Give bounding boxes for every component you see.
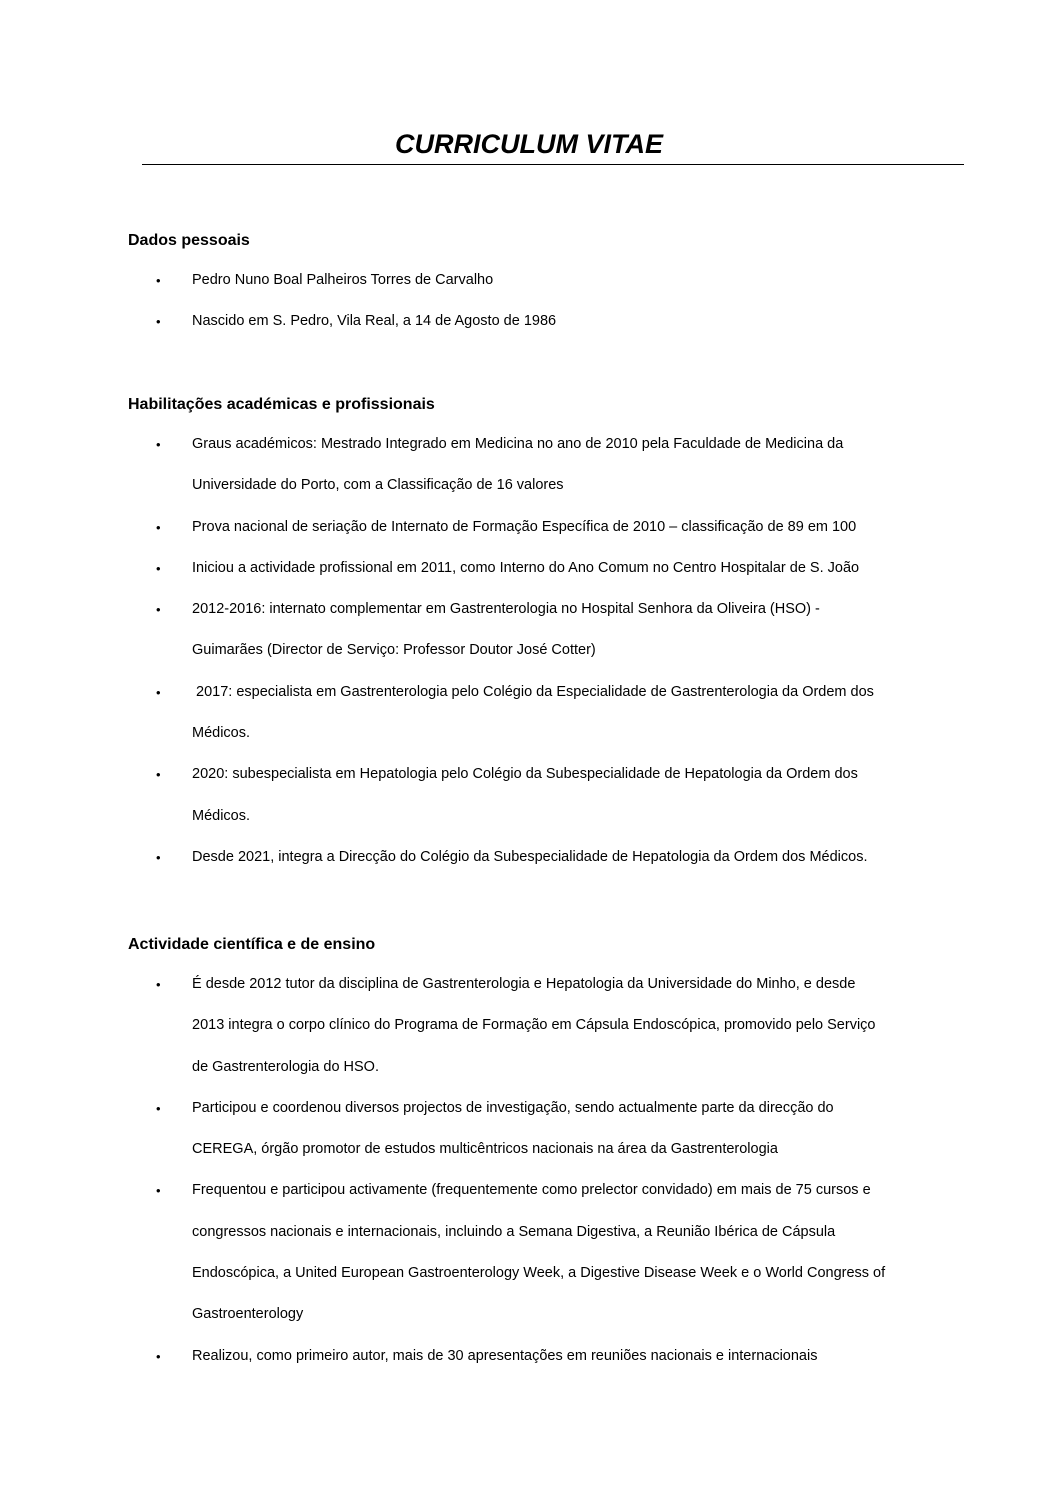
list-item <box>0 1088 1058 1171</box>
section-heading-habilitacoes: Habilitações académicas e profissionais <box>128 396 435 413</box>
bullet-icon: • <box>156 273 161 288</box>
list-item <box>0 301 1058 342</box>
bullet-icon: • <box>156 977 161 992</box>
list-item-text: Prova nacional de seriação de Internato de Formação Específica de 2010 – classificação de 89 em 100 <box>192 518 857 535</box>
section-heading-actividade-cientifica: Actividade científica e de ensino <box>128 936 376 953</box>
bullet-icon: • <box>156 602 161 618</box>
bullet-icon: • <box>156 1348 161 1364</box>
bullet-icon: • <box>156 560 161 576</box>
bullet-icon: • <box>156 314 161 330</box>
list-item-text: Desde 2021, integra a Direcção do Colégio da Subespecialidade de Hepatologia da Ordem dos Médicos. <box>192 848 868 865</box>
list-item <box>0 507 1058 548</box>
document-title: CURRICULUM VITAE <box>395 129 663 159</box>
list-item <box>0 1336 1058 1377</box>
section-heading-dados-pessoais: Dados pessoais <box>128 232 250 249</box>
list-item-text: Realizou, como primeiro autor, mais de 30 apresentações em reuniões nacionais e internacionais <box>192 1347 818 1364</box>
list-item <box>0 837 1058 878</box>
list-item-text: 2020: subespecialista em Hepatologia pelo Colégio da Subespecialidade de Hepatologia da Ordem dos Médicos. <box>192 766 858 824</box>
bullet-icon: • <box>156 684 161 700</box>
list-item-text: Nascido em S. Pedro, Vila Real, a 14 de Agosto de 1986 <box>192 313 557 330</box>
list-item <box>0 672 1058 755</box>
list-item-text: É desde 2012 tutor da disciplina de Gastrenterologia e Hepatologia da Universidade do Minho, e desde 2013 integra o corpo clínico do Programa de Formação em Cápsula Endoscópica, promovido pelo Serviço de Gastrenterologia do HSO. <box>192 976 876 1075</box>
bullet-icon: • <box>156 519 161 535</box>
bullet-icon: • <box>156 849 161 865</box>
bullet-list-habilitacoes <box>0 424 1058 878</box>
list-item <box>0 424 1058 507</box>
bullet-list-actividade-cientifica <box>0 964 1058 1377</box>
list-item <box>0 548 1058 589</box>
list-item-text: Iniciou a actividade profissional em 2011, como Interno do Ano Comum no Centro Hospitalar de S. João <box>192 559 860 576</box>
title-underline <box>142 164 964 165</box>
list-item <box>0 964 1058 1088</box>
list-item <box>0 1170 1058 1335</box>
bullet-icon: • <box>156 767 161 783</box>
bullet-icon: • <box>156 1100 161 1116</box>
list-item-text: Graus académicos: Mestrado Integrado em Medicina no ano de 2010 pela Faculdade de Medicina da Universidade do Porto, com a Classificação de 16 valores <box>192 436 844 494</box>
list-item-text: Frequentou e participou activamente (frequentemente como prelector convidado) em mais de 75 cursos e congressos nacionais e internacionais, incluindo a Semana Digestiva, a Reunião Ibérica de Cápsula Endoscópica, a United European Gastroenterology Week, a Digestive Disease Week e o World Congress of Gastroenterology <box>192 1182 886 1323</box>
bullet-list-dados-pessoais <box>0 260 1058 343</box>
list-item <box>0 754 1058 837</box>
list-item-text: Pedro Nuno Boal Palheiros Torres de Carvalho <box>192 272 494 288</box>
list-item <box>0 260 1058 301</box>
list-item-text: 2017: especialista em Gastrenterologia pelo Colégio da Especialidade de Gastrenterologia da Ordem dos Médicos. <box>192 683 874 742</box>
bullet-icon: • <box>156 1183 161 1199</box>
list-item-text: 2012-2016: internato complementar em Gastrenterologia no Hospital Senhora da Oliveira (HSO) - Guimarães (Director de Serviço: Professor Doutor José Cotter) <box>192 601 820 659</box>
list-item <box>0 589 1058 672</box>
bullet-icon: • <box>156 437 161 452</box>
list-item-text: Participou e coordenou diversos projectos de investigação, sendo actualmente parte da direcção do CEREGA, órgão promotor de estudos multicêntricos nacionais na área da Gastrenterologia <box>192 1099 834 1158</box>
